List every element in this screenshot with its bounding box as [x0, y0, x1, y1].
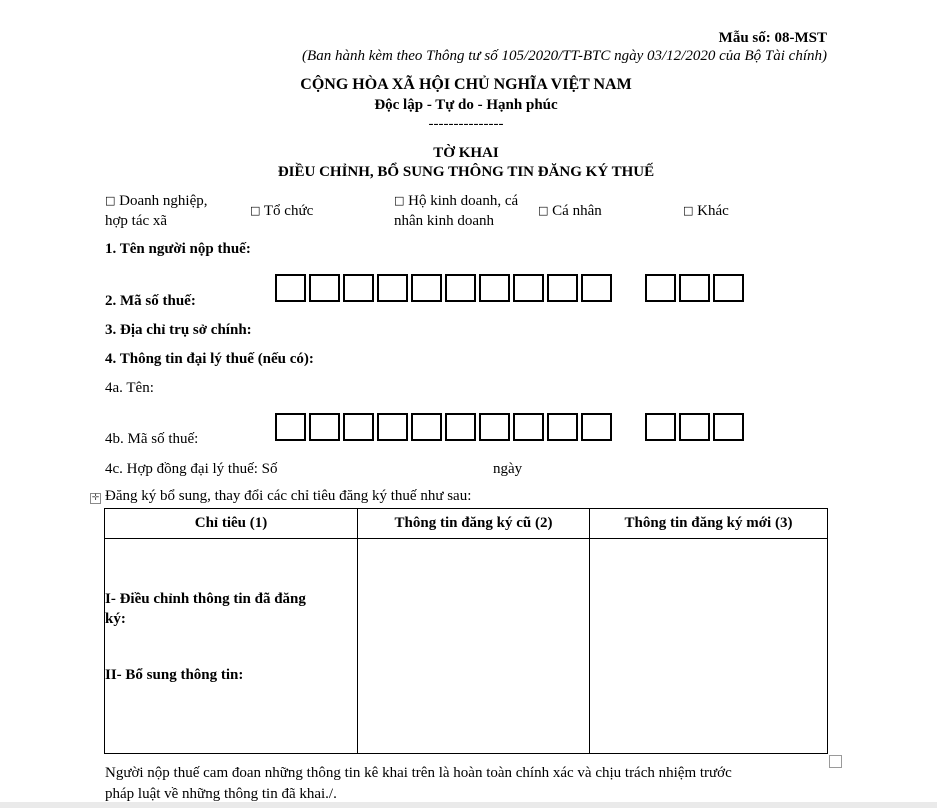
declaration-line-1: Người nộp thuế cam đoan những thông tin kê khai trên là hoàn toàn chính xác và chịu trách nhiệm trước — [105, 765, 732, 781]
checkbox-other-label: Khác — [697, 203, 729, 219]
digit-box[interactable] — [377, 274, 408, 302]
checkbox-other[interactable] — [683, 203, 729, 220]
digit-box[interactable] — [713, 274, 744, 302]
digit-box[interactable] — [377, 413, 408, 441]
header-divider: --------------- — [428, 116, 504, 132]
taxpayer-name-label: 1. Tên người nộp thuế: — [105, 241, 251, 257]
checkbox-business-label-2: hợp tác xã — [105, 213, 168, 229]
digit-box[interactable] — [479, 413, 510, 441]
column-header-old-info: Thông tin đăng ký cũ (2) — [358, 509, 590, 539]
new-info-cell[interactable] — [590, 539, 828, 754]
agent-tax-code-label: 4b. Mã số thuế: — [105, 431, 199, 447]
cell-end-marker — [829, 755, 842, 768]
digit-box[interactable] — [411, 413, 442, 441]
form-title: TỜ KHAI — [433, 145, 499, 161]
digit-box[interactable] — [645, 413, 676, 441]
digit-box[interactable] — [343, 413, 374, 441]
table-header-row — [105, 509, 828, 539]
checkbox-household-label-2: nhân kinh doanh — [394, 213, 494, 229]
digit-box[interactable] — [713, 413, 744, 441]
form-number: Mẫu số: 08-MST — [718, 30, 827, 46]
issuing-note: (Ban hành kèm theo Thông tư số 105/2020/TT-BTC ngày 03/12/2020 của Bộ Tài chính) — [302, 48, 827, 64]
old-info-cell[interactable] — [358, 539, 590, 754]
digit-box[interactable] — [679, 274, 710, 302]
checkbox-icon[interactable]: □ — [394, 194, 405, 207]
digit-box[interactable] — [513, 274, 544, 302]
table-row — [105, 539, 828, 754]
section-adjust-label: I- Điều chỉnh thông tin đã đăng — [105, 591, 306, 607]
checkbox-icon[interactable]: □ — [105, 194, 116, 207]
digit-box[interactable] — [309, 413, 340, 441]
registration-changes-table — [104, 508, 828, 754]
criteria-cell[interactable] — [105, 539, 358, 754]
agent-info-label: 4. Thông tin đại lý thuế (nếu có): — [105, 351, 314, 367]
declaration-line-2: pháp luật về những thông tin đã khai./. — [105, 786, 337, 802]
checkbox-organization[interactable] — [250, 203, 313, 220]
checkbox-household-label: Hộ kinh doanh, cá — [408, 193, 519, 209]
digit-box[interactable] — [275, 413, 306, 441]
digit-box[interactable] — [445, 274, 476, 302]
column-header-new-info: Thông tin đăng ký mới (3) — [590, 509, 828, 539]
agent-contract-date-label: ngày — [493, 461, 523, 477]
digit-box[interactable] — [445, 413, 476, 441]
column-header-criteria: Chỉ tiêu (1) — [105, 509, 358, 539]
agent-contract-label: 4c. Hợp đồng đại lý thuế: Số — [105, 461, 278, 477]
head-office-label: 3. Địa chỉ trụ sở chính: — [105, 322, 252, 338]
digit-box[interactable] — [547, 413, 578, 441]
digit-box[interactable] — [581, 274, 612, 302]
digit-box[interactable] — [679, 413, 710, 441]
country-name: CỘNG HÒA XÃ HỘI CHỦ NGHĨA VIỆT NAM — [300, 76, 632, 93]
form-subtitle: ĐIỀU CHỈNH, BỔ SUNG THÔNG TIN ĐĂNG KÝ THUẾ — [277, 164, 655, 180]
table-intro: Đăng ký bổ sung, thay đổi các chỉ tiêu đăng ký thuế như sau: — [105, 488, 472, 504]
checkbox-individual[interactable] — [538, 203, 602, 220]
checkbox-icon[interactable]: □ — [250, 204, 261, 217]
checkbox-business-label: Doanh nghiệp, — [119, 193, 208, 209]
national-motto: Độc lập - Tự do - Hạnh phúc — [374, 97, 558, 113]
digit-box[interactable] — [309, 274, 340, 302]
tax-code-label: 2. Mã số thuế: — [105, 293, 196, 309]
checkbox-individual-label: Cá nhân — [552, 203, 602, 219]
digit-box[interactable] — [581, 413, 612, 441]
digit-box[interactable] — [547, 274, 578, 302]
digit-box[interactable] — [343, 274, 374, 302]
digit-box[interactable] — [411, 274, 442, 302]
checkbox-icon[interactable]: □ — [538, 204, 549, 217]
checkbox-organization-label: Tổ chức — [263, 203, 314, 219]
digit-box[interactable] — [275, 274, 306, 302]
digit-box[interactable] — [645, 274, 676, 302]
digit-box[interactable] — [513, 413, 544, 441]
agent-name-label: 4a. Tên: — [105, 380, 154, 396]
checkbox-business[interactable] — [105, 193, 207, 210]
section-supplement-label: II- Bổ sung thông tin: — [105, 667, 244, 683]
table-move-handle-icon[interactable]: ✛ — [91, 493, 100, 503]
digit-box[interactable] — [479, 274, 510, 302]
section-adjust-label-2: ký: — [105, 611, 126, 627]
page-bottom-edge — [0, 802, 937, 808]
checkbox-household[interactable] — [394, 193, 518, 210]
checkbox-icon[interactable]: □ — [683, 204, 694, 217]
